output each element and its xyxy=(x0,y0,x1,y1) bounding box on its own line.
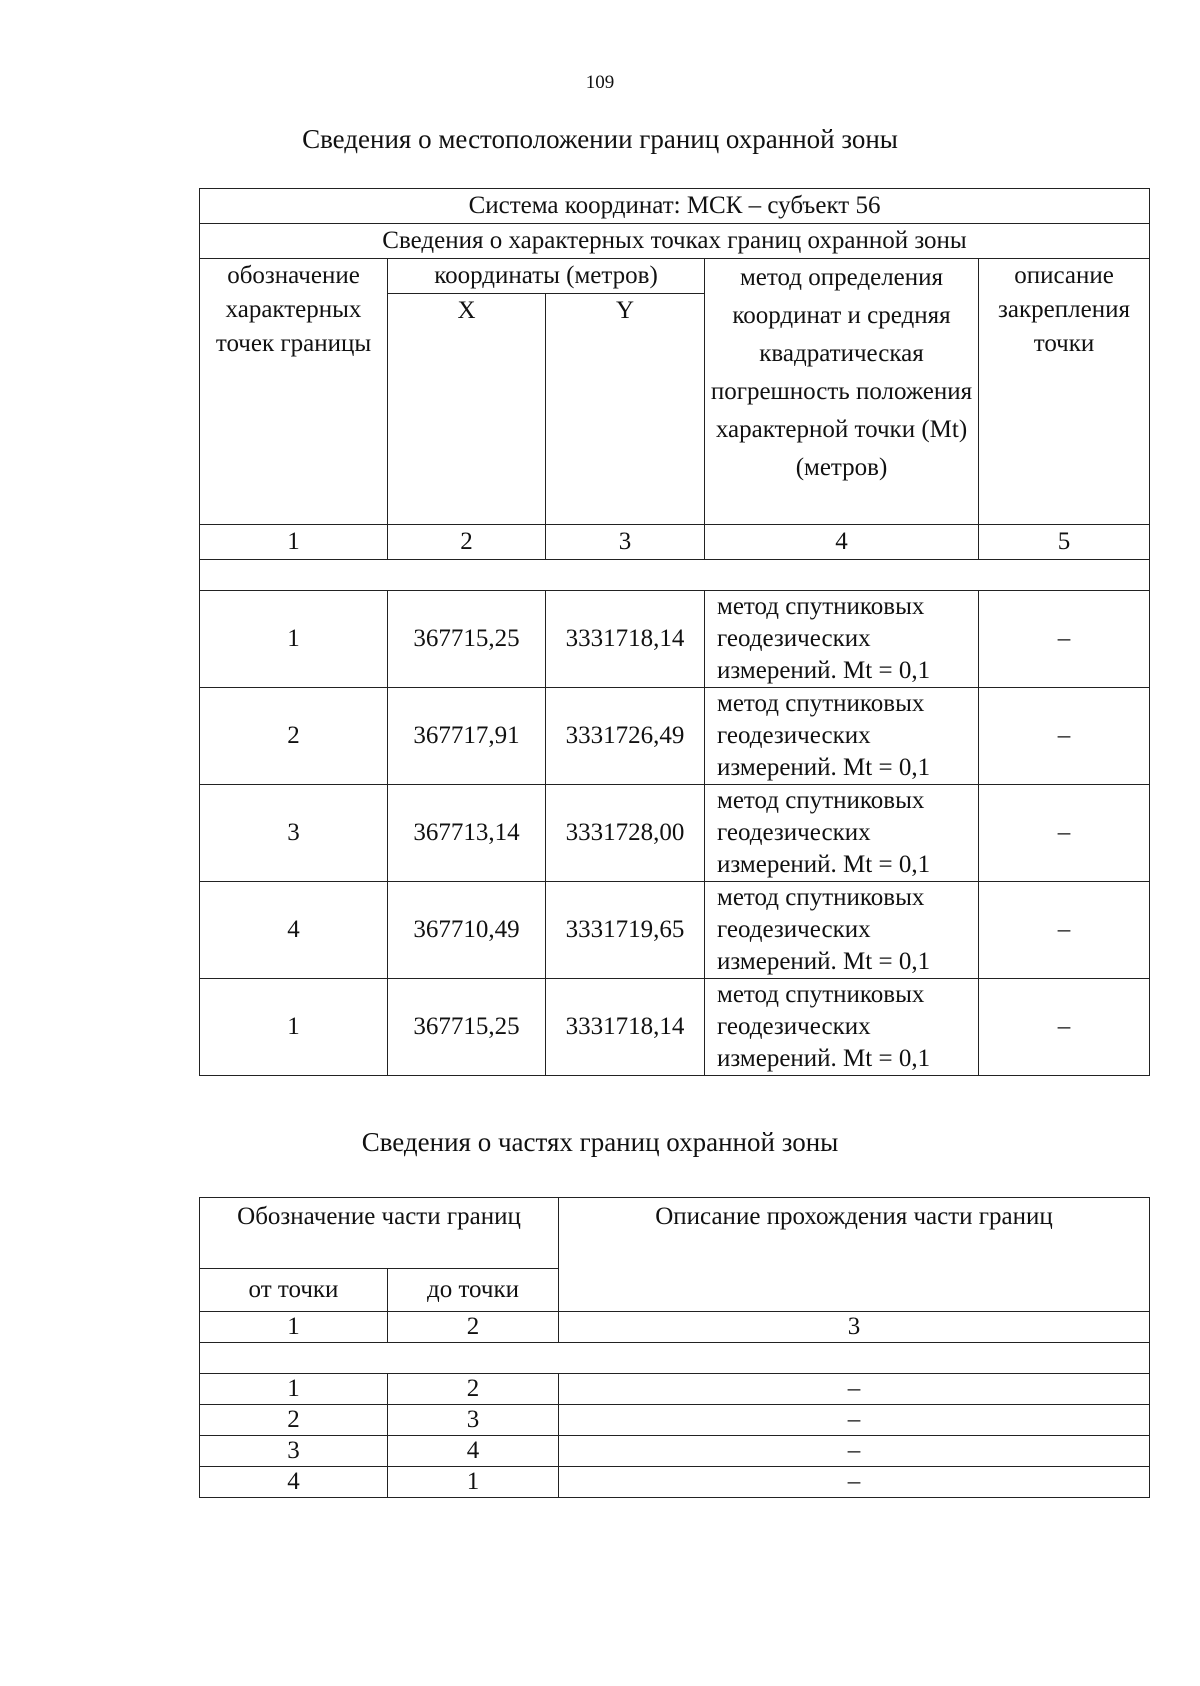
header-part-designation: Обозначение части границ xyxy=(200,1198,559,1269)
points-column-numbers-row xyxy=(200,525,1150,560)
point-row xyxy=(200,688,1150,785)
part-row xyxy=(200,1467,1150,1498)
point-fixing: – xyxy=(979,979,1150,1076)
method-line: метод спутниковых xyxy=(717,884,925,911)
column-number: 5 xyxy=(979,525,1150,560)
method-line: измерений. Mt = 0,1 xyxy=(717,657,931,684)
point-fixing: – xyxy=(979,688,1150,785)
page-number: 109 xyxy=(585,72,615,93)
parts-spacer-row xyxy=(200,1343,1150,1374)
method-line: геодезических xyxy=(717,625,871,652)
header-method: метод определения координат и средняя квадратическая погрешность положения характерной точки (Mt) (метров) xyxy=(705,259,979,525)
point-number: 3 xyxy=(200,785,388,882)
coord-system-cell: Система координат: МСК – субъект 56 xyxy=(200,189,1150,224)
point-y: 3331719,65 xyxy=(546,882,705,979)
part-from: 3 xyxy=(200,1436,388,1467)
column-number: 3 xyxy=(546,525,705,560)
parts-column-numbers-row xyxy=(200,1312,1150,1343)
point-method xyxy=(705,591,979,688)
points-spacer-row xyxy=(200,560,1150,591)
point-y: 3331726,49 xyxy=(546,688,705,785)
part-to: 2 xyxy=(388,1374,559,1405)
method-line: геодезических xyxy=(717,819,871,846)
point-method xyxy=(705,688,979,785)
point-method xyxy=(705,882,979,979)
point-number: 2 xyxy=(200,688,388,785)
method-line: измерений. Mt = 0,1 xyxy=(717,754,931,781)
parts-section-title: Сведения о частях границ охранной зоны xyxy=(361,1127,839,1157)
part-row xyxy=(200,1374,1150,1405)
point-row xyxy=(200,979,1150,1076)
points-body xyxy=(200,591,1150,1076)
point-y: 3331718,14 xyxy=(546,979,705,1076)
point-fixing: – xyxy=(979,882,1150,979)
part-to: 4 xyxy=(388,1436,559,1467)
part-description: – xyxy=(559,1405,1150,1436)
point-row xyxy=(200,785,1150,882)
point-method xyxy=(705,785,979,882)
method-line: геодезических xyxy=(717,916,871,943)
column-number: 3 xyxy=(559,1312,1150,1343)
part-description: – xyxy=(559,1467,1150,1498)
column-number: 4 xyxy=(705,525,979,560)
header-y: Y xyxy=(546,294,705,525)
method-line: измерений. Mt = 0,1 xyxy=(717,948,931,975)
method-line: метод спутниковых xyxy=(717,593,925,620)
point-fixing: – xyxy=(979,591,1150,688)
method-line: измерений. Mt = 0,1 xyxy=(717,851,931,878)
point-number: 1 xyxy=(200,591,388,688)
header-point-designation: обозначение характерных точек границы xyxy=(200,259,388,525)
header-to-point: до точки xyxy=(388,1269,559,1312)
point-y: 3331718,14 xyxy=(546,591,705,688)
points-caption-cell: Сведения о характерных точках границ охранной зоны xyxy=(200,224,1150,259)
column-number: 2 xyxy=(388,525,546,560)
header-coordinates: координаты (метров) xyxy=(388,259,705,294)
point-x: 367717,91 xyxy=(388,688,546,785)
part-to: 3 xyxy=(388,1405,559,1436)
part-description: – xyxy=(559,1374,1150,1405)
point-x: 367710,49 xyxy=(388,882,546,979)
part-description: – xyxy=(559,1436,1150,1467)
method-line: метод спутниковых xyxy=(717,690,925,717)
part-from: 4 xyxy=(200,1467,388,1498)
point-method xyxy=(705,979,979,1076)
method-line: метод спутниковых xyxy=(717,787,925,814)
column-number: 1 xyxy=(200,525,388,560)
column-number: 1 xyxy=(200,1312,388,1343)
header-part-description: Описание прохождения части границ xyxy=(559,1198,1150,1312)
point-x: 367715,25 xyxy=(388,591,546,688)
method-line: измерений. Mt = 0,1 xyxy=(717,1045,931,1072)
header-fixing: описание закрепления точки xyxy=(979,259,1150,525)
part-row xyxy=(200,1436,1150,1467)
part-row xyxy=(200,1405,1150,1436)
point-number: 1 xyxy=(200,979,388,1076)
point-row xyxy=(200,591,1150,688)
part-from: 1 xyxy=(200,1374,388,1405)
point-y: 3331728,00 xyxy=(546,785,705,882)
point-x: 367713,14 xyxy=(388,785,546,882)
header-x: X xyxy=(388,294,546,525)
header-from-point: от точки xyxy=(200,1269,388,1312)
point-number: 4 xyxy=(200,882,388,979)
method-line: метод спутниковых xyxy=(717,981,925,1008)
method-line: геодезических xyxy=(717,722,871,749)
boundary-parts-table xyxy=(199,1197,1150,1498)
point-fixing: – xyxy=(979,785,1150,882)
parts-body xyxy=(200,1374,1150,1498)
method-line: геодезических xyxy=(717,1013,871,1040)
part-to: 1 xyxy=(388,1467,559,1498)
characteristic-points-table xyxy=(199,188,1150,1076)
part-from: 2 xyxy=(200,1405,388,1436)
column-number: 2 xyxy=(388,1312,559,1343)
point-x: 367715,25 xyxy=(388,979,546,1076)
points-section-title: Сведения о местоположении границ охранной зоны xyxy=(302,124,898,154)
point-row xyxy=(200,882,1150,979)
